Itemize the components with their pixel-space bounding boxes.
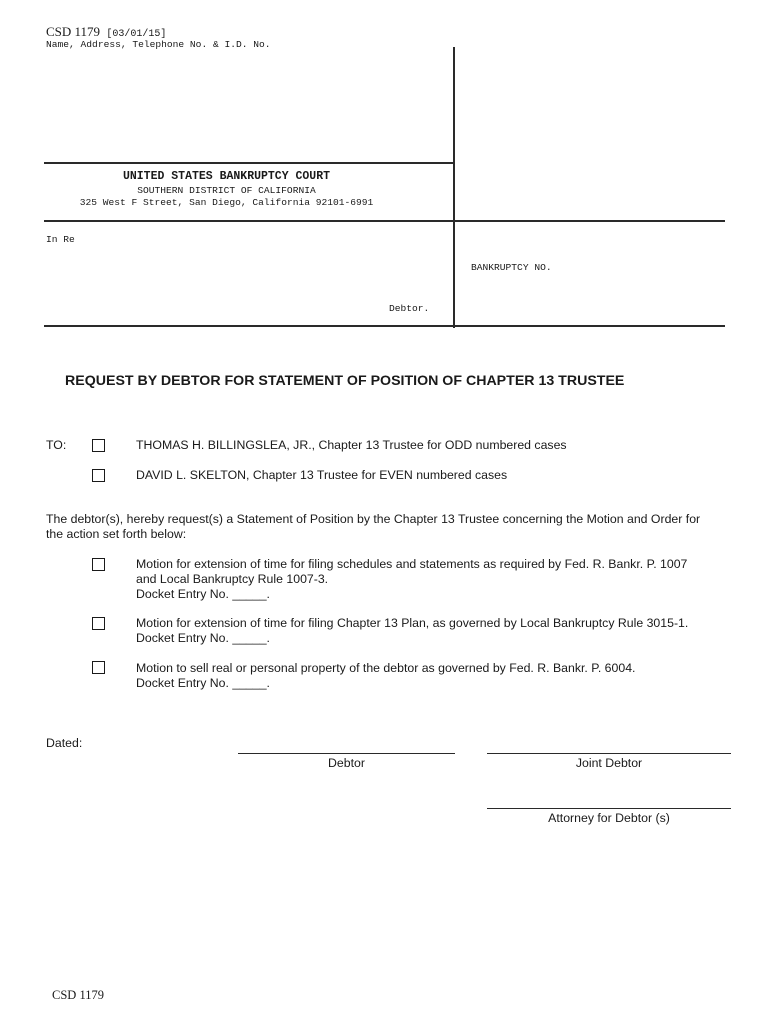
debtor-signature-line[interactable] [238, 753, 455, 754]
caption-vertical-divider [453, 47, 455, 328]
motion-schedules [136, 557, 687, 602]
form-date: [03/01/15] [106, 29, 167, 40]
debtor-caption-label: Debtor. [389, 303, 430, 314]
court-address: 325 West F Street, San Diego, California 92101-6991 [79, 197, 374, 208]
form-code-footer: CSD 1179 [52, 988, 104, 1002]
name-address-label: Name, Address, Telephone No. & I.D. No. [46, 39, 271, 50]
in-re-label: In Re [46, 234, 75, 245]
motion-plan [136, 616, 688, 646]
motion-schedules-docket: Docket Entry No. _____. [136, 587, 270, 601]
bankruptcy-no-label: BANKRUPTCY NO. [471, 262, 552, 273]
document-title: REQUEST BY DEBTOR FOR STATEMENT OF POSITION OF CHAPTER 13 TRUSTEE [65, 373, 625, 389]
motion-schedules-checkbox[interactable] [92, 558, 105, 571]
motion-sell [136, 661, 635, 691]
attorney-signature-label: Attorney for Debtor (s) [548, 811, 670, 825]
caption-bottom-rule [44, 325, 725, 327]
request-line-2: the action set forth below: [46, 527, 187, 541]
motion-plan-docket: Docket Entry No. _____. [136, 631, 270, 645]
motion-sell-checkbox[interactable] [92, 661, 105, 674]
motion-sell-line-1: Motion to sell real or personal property of the debtor as governed by Fed. R. Bankr. P. 6004. [136, 661, 636, 675]
form-code: CSD 1179 [46, 24, 101, 39]
motion-plan-checkbox[interactable] [92, 617, 105, 630]
court-top-rule [44, 162, 455, 164]
request-paragraph [46, 512, 736, 542]
debtor-signature-label: Debtor [328, 756, 365, 770]
court-district: SOUTHERN DISTRICT OF CALIFORNIA [137, 185, 316, 196]
court-bottom-rule [44, 220, 725, 222]
court-name: UNITED STATES BANKRUPTCY COURT [122, 170, 331, 183]
court-block [44, 170, 409, 208]
motion-schedules-line-1: Motion for extension of time for filing schedules and statements as required by Fed. R. Bankr. P. 1007 [136, 557, 688, 571]
form-code-header [46, 24, 166, 40]
odd-trustee-label: THOMAS H. BILLINGSLEA, JR., Chapter 13 Trustee for ODD numbered cases [136, 438, 567, 452]
dated-label: Dated: [46, 736, 83, 750]
even-trustee-label: DAVID L. SKELTON, Chapter 13 Trustee for EVEN numbered cases [136, 468, 508, 482]
motion-schedules-line-2: and Local Bankruptcy Rule 1007-3. [136, 572, 329, 586]
even-trustee-checkbox[interactable] [92, 469, 105, 482]
joint-debtor-signature-label: Joint Debtor [575, 756, 643, 770]
attorney-signature-line[interactable] [487, 808, 731, 809]
motion-sell-docket: Docket Entry No. _____. [136, 676, 270, 690]
to-label: TO: [46, 438, 67, 452]
request-line-1: The debtor(s), hereby request(s) a Statement of Position by the Chapter 13 Trustee concerning the Motion and Order for [46, 512, 701, 526]
joint-debtor-signature-line[interactable] [487, 753, 731, 754]
odd-trustee-checkbox[interactable] [92, 439, 105, 452]
motion-plan-line-1: Motion for extension of time for filing Chapter 13 Plan, as governed by Local Bankruptcy Rule 3015-1. [136, 616, 689, 630]
